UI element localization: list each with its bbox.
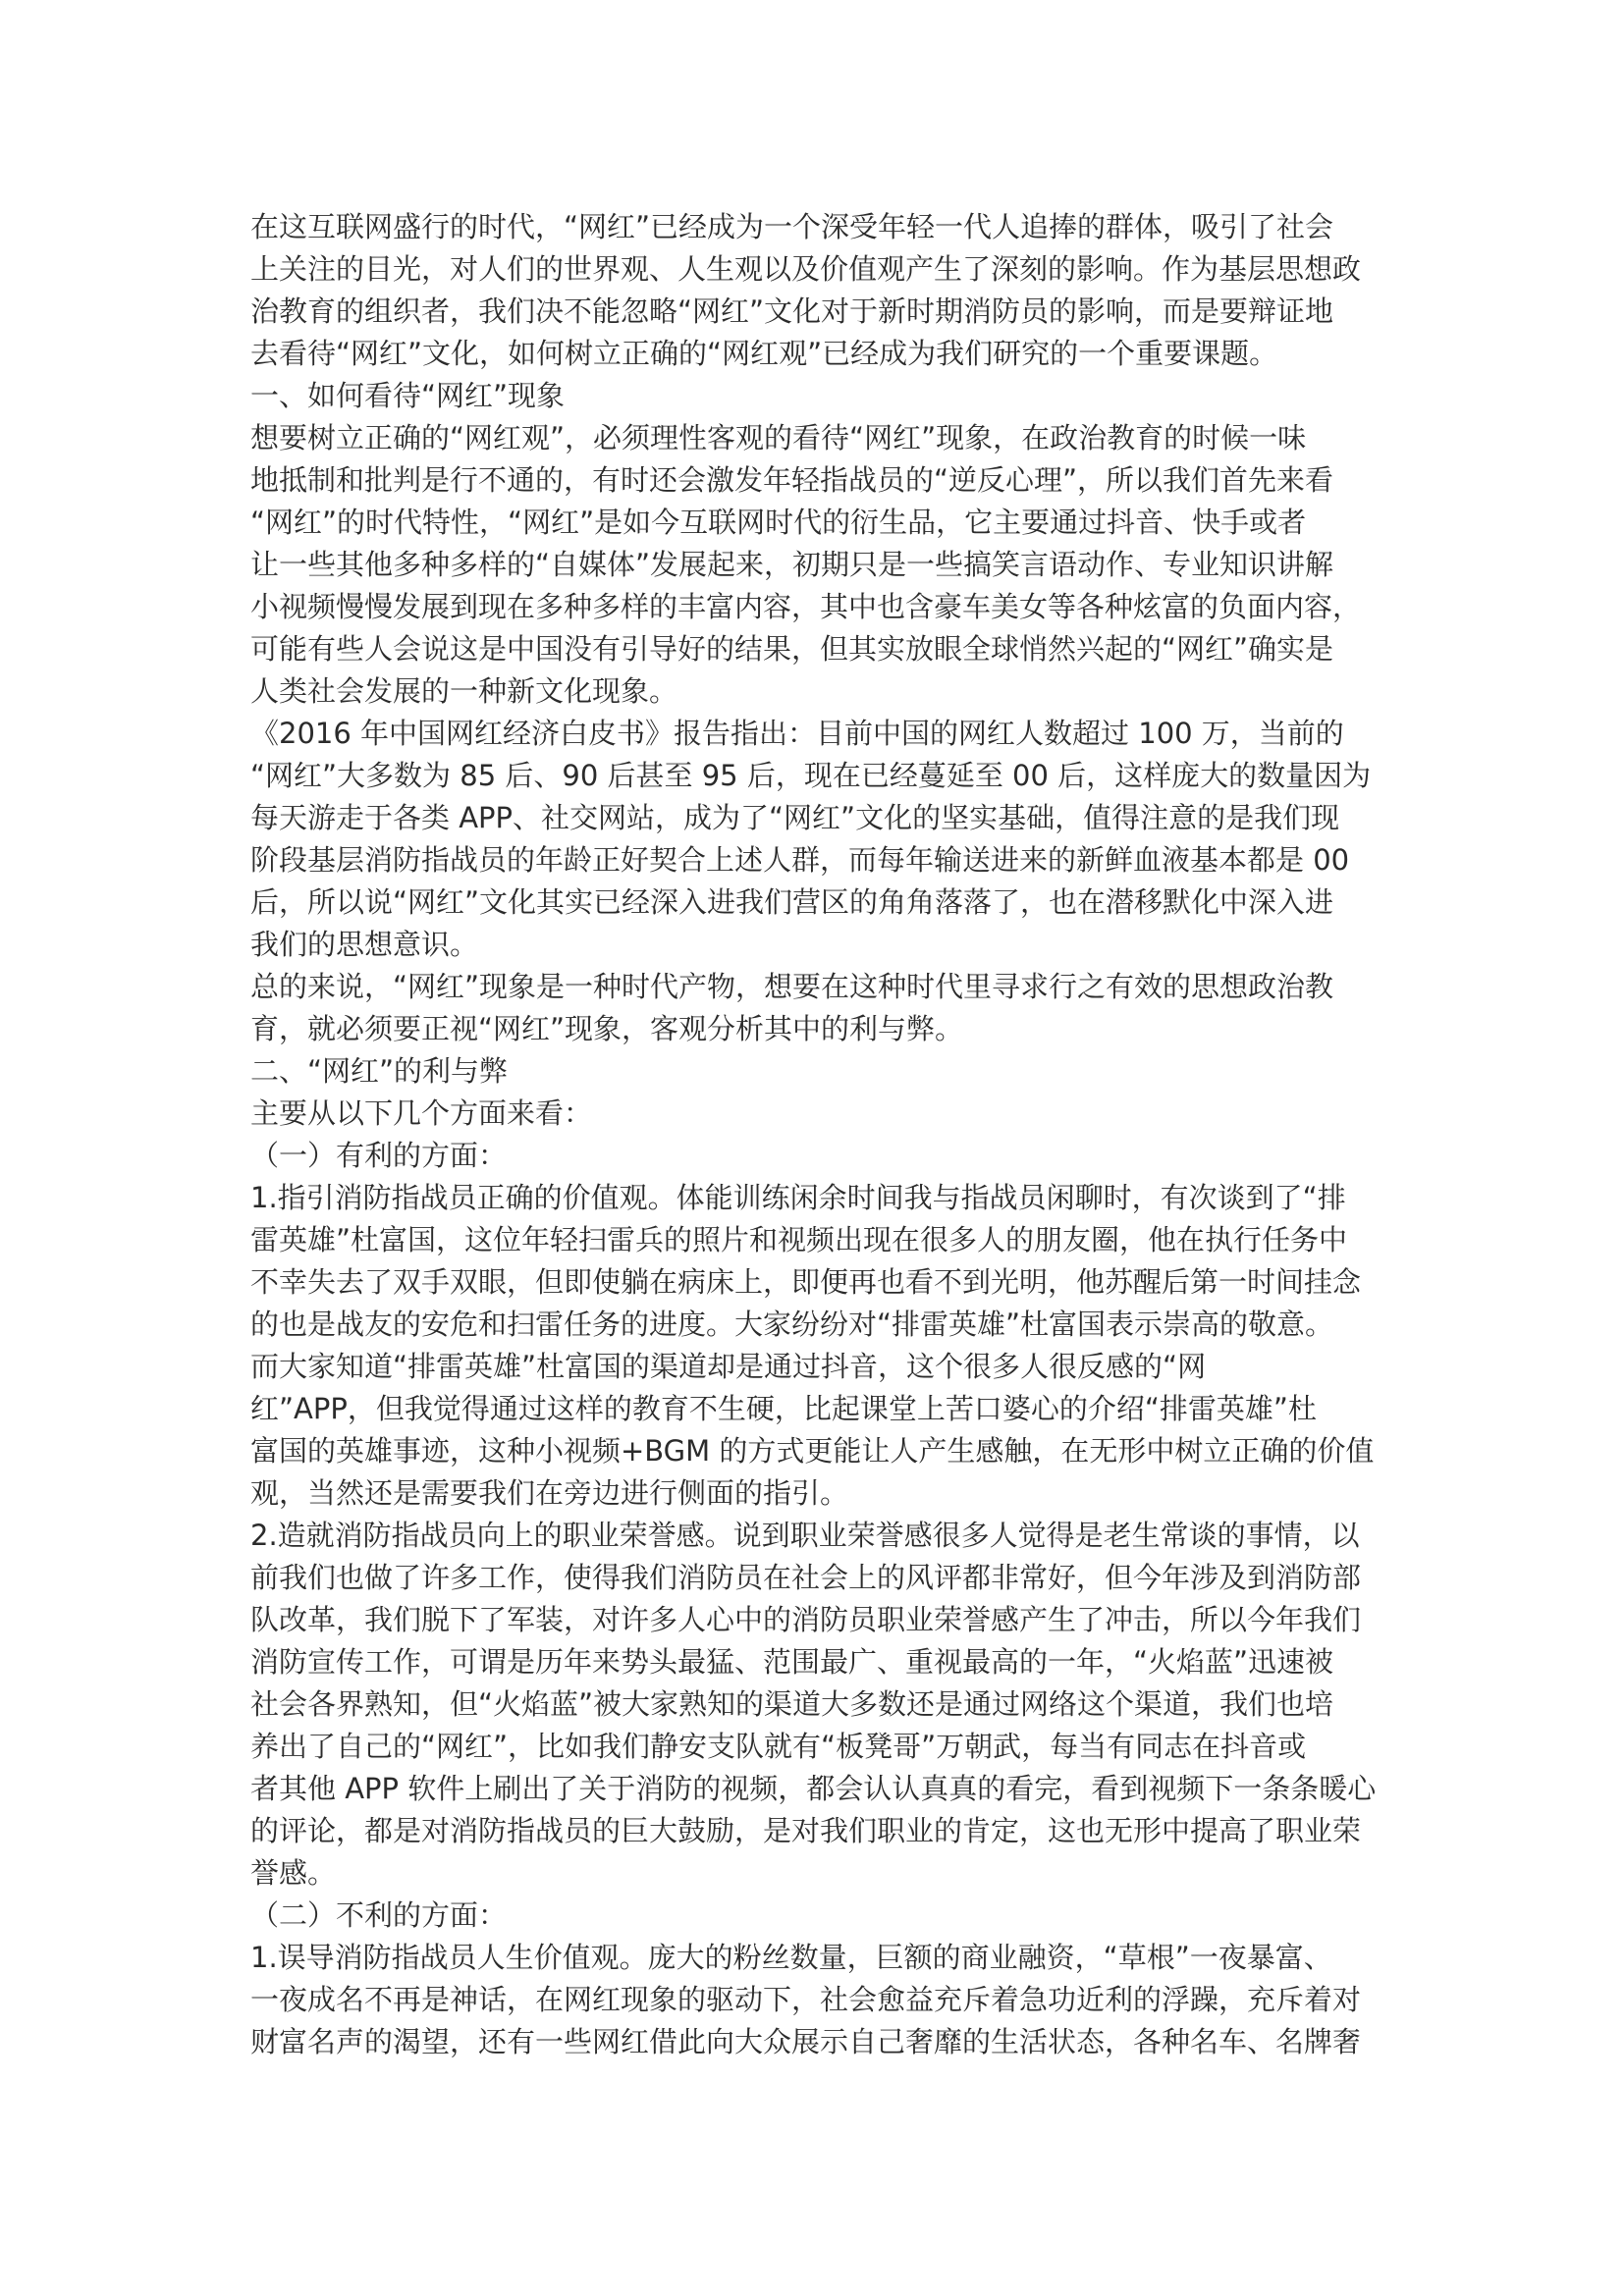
text-line: 社会各界熟知，但“火焰蓝”被大家熟知的渠道大多数还是通过网络这个渠道，我们也培	[250, 1687, 1334, 1721]
document-body	[250, 206, 1389, 2063]
text-line: 地抵制和批判是行不通的，有时还会激发年轻指战员的“逆反心理”，所以我们首先来看	[250, 463, 1334, 497]
text-line: “网红”的时代特性，“网红”是如今互联网时代的衍生品，它主要通过抖音、快手或者	[250, 506, 1307, 539]
paragraph	[250, 417, 1389, 713]
text-line: 财富名声的渴望，还有一些网红借此向大众展示自己奢靡的生活状态，各种名车、名牌奢	[250, 2025, 1362, 2058]
text-line: 雷英雄”杜富国，这位年轻扫雷兵的照片和视频出现在很多人的朋友圈，他在执行任务中	[250, 1223, 1348, 1256]
text-line: 2.造就消防指战员向上的职业荣誉感。说到职业荣誉感很多人觉得是老生常谈的事情，以	[250, 1519, 1360, 1552]
text-line: 想要树立正确的“网红观”，必须理性客观的看待“网红”现象，在政治教育的时候一味	[250, 421, 1307, 454]
text-line: 《2016 年中国网红经济白皮书》报告指出：目前中国的网红人数超过 100 万，当前的	[250, 717, 1344, 750]
text-line: 者其他 APP 软件上刷出了关于消防的视频，都会认认真真的看完，看到视频下一条条暖心	[250, 1772, 1377, 1805]
text-line: 后，所以说“网红”文化其实已经深入进我们营区的角角落落了，也在潜移默化中深入进	[250, 885, 1334, 919]
paragraph	[250, 1050, 1389, 1093]
paragraph	[250, 966, 1389, 1050]
paragraph	[250, 1895, 1389, 1937]
paragraph	[250, 206, 1389, 375]
text-line: 1.误导消防指战员人生价值观。庞大的粉丝数量，巨额的商业融资，“草根”一夜暴富、	[250, 1941, 1332, 1974]
paragraph	[250, 1135, 1389, 1177]
text-line: 誉感。	[250, 1856, 337, 1890]
text-line: 一夜成名不再是神话，在网红现象的驱动下，社会愈益充斥着急功近利的浮躁，充斥着对	[250, 1983, 1362, 2016]
text-line: 的评论，都是对消防指战员的巨大鼓励，是对我们职业的肯定，这也无形中提高了职业荣	[250, 1814, 1362, 1847]
text-line: （一）有利的方面：	[250, 1139, 508, 1172]
text-line: （二）不利的方面：	[250, 1898, 508, 1932]
text-line: 富国的英雄事迹，这种小视频+BGM 的方式更能让人产生感触，在无形中树立正确的价值	[250, 1434, 1375, 1468]
text-line: 一、如何看待“网红”现象	[250, 379, 566, 412]
paragraph	[250, 1177, 1389, 1515]
text-line: 育，就必须要正视“网红”现象，客观分析其中的利与弊。	[250, 1012, 964, 1045]
text-line: 可能有些人会说这是中国没有引导好的结果，但其实放眼全球悄然兴起的“网红”确实是	[250, 632, 1334, 666]
text-line: 在这互联网盛行的时代，“网红”已经成为一个深受年轻一代人追捧的群体，吸引了社会	[250, 210, 1334, 243]
text-line: 红”APP，但我觉得通过这样的教育不生硬，比起课堂上苦口婆心的介绍“排雷英雄”杜	[250, 1392, 1317, 1425]
text-line: 我们的思想意识。	[250, 928, 479, 961]
text-line: 人类社会发展的一种新文化现象。	[250, 674, 678, 708]
text-line: 前我们也做了许多工作，使得我们消防员在社会上的风评都非常好，但今年涉及到消防部	[250, 1561, 1362, 1594]
text-line: 总的来说，“网红”现象是一种时代产物，想要在这种时代里寻求行之有效的思想政治教	[250, 970, 1334, 1003]
paragraph	[250, 1937, 1389, 2063]
text-line: 不幸失去了双手双眼，但即使躺在病床上，即便再也看不到光明，他苏醒后第一时间挂念	[250, 1265, 1362, 1299]
text-line: “网红”大多数为 85 后、90 后甚至 95 后，现在已经蔓延至 00 后，这样庞大的数量因为	[250, 759, 1372, 792]
text-line: 消防宣传工作，可谓是历年来势头最猛、范围最广、重视最高的一年，“火焰蓝”迅速被	[250, 1645, 1334, 1679]
text-line: 养出了自己的“网红”，比如我们静安支队就有“板凳哥”万朝武，每当有同志在抖音或	[250, 1730, 1307, 1763]
paragraph	[250, 1093, 1389, 1135]
text-line: 二、“网红”的利与弊	[250, 1054, 509, 1088]
text-line: 队改革，我们脱下了军装，对许多人心中的消防员职业荣誉感产生了冲击，所以今年我们	[250, 1603, 1362, 1636]
text-line: 小视频慢慢发展到现在多种多样的丰富内容，其中也含豪车美女等各种炫富的负面内容，	[250, 590, 1362, 623]
text-line: 治教育的组织者，我们决不能忽略“网红”文化对于新时期消防员的影响，而是要辩证地	[250, 294, 1334, 328]
text-line: 上关注的目光，对人们的世界观、人生观以及价值观产生了深刻的影响。作为基层思想政	[250, 252, 1362, 286]
text-line: 阶段基层消防指战员的年龄正好契合上述人群，而每年输送进来的新鲜血液基本都是 00	[250, 843, 1350, 877]
text-line: 的也是战友的安危和扫雷任务的进度。大家纷纷对“排雷英雄”杜富国表示崇高的敬意。	[250, 1308, 1334, 1341]
text-line: 主要从以下几个方面来看：	[250, 1096, 593, 1130]
text-line: 让一些其他多种多样的“自媒体”发展起来，初期只是一些搞笑言语动作、专业知识讲解	[250, 548, 1334, 581]
text-line: 1.指引消防指战员正确的价值观。体能训练闲余时间我与指战员闲聊时，有次谈到了“排	[250, 1181, 1346, 1214]
text-line: 每天游走于各类 APP、社交网站，成为了“网红”文化的坚实基础，值得注意的是我们现	[250, 801, 1340, 834]
paragraph	[250, 375, 1389, 417]
text-line: 而大家知道“排雷英雄”杜富国的渠道却是通过抖音，这个很多人很反感的“网	[250, 1350, 1207, 1383]
paragraph	[250, 713, 1389, 966]
text-line: 观，当然还是需要我们在旁边进行侧面的指引。	[250, 1476, 849, 1510]
paragraph	[250, 1515, 1389, 1895]
text-line: 去看待“网红”文化，如何树立正确的“网红观”已经成为我们研究的一个重要课题。	[250, 337, 1278, 370]
